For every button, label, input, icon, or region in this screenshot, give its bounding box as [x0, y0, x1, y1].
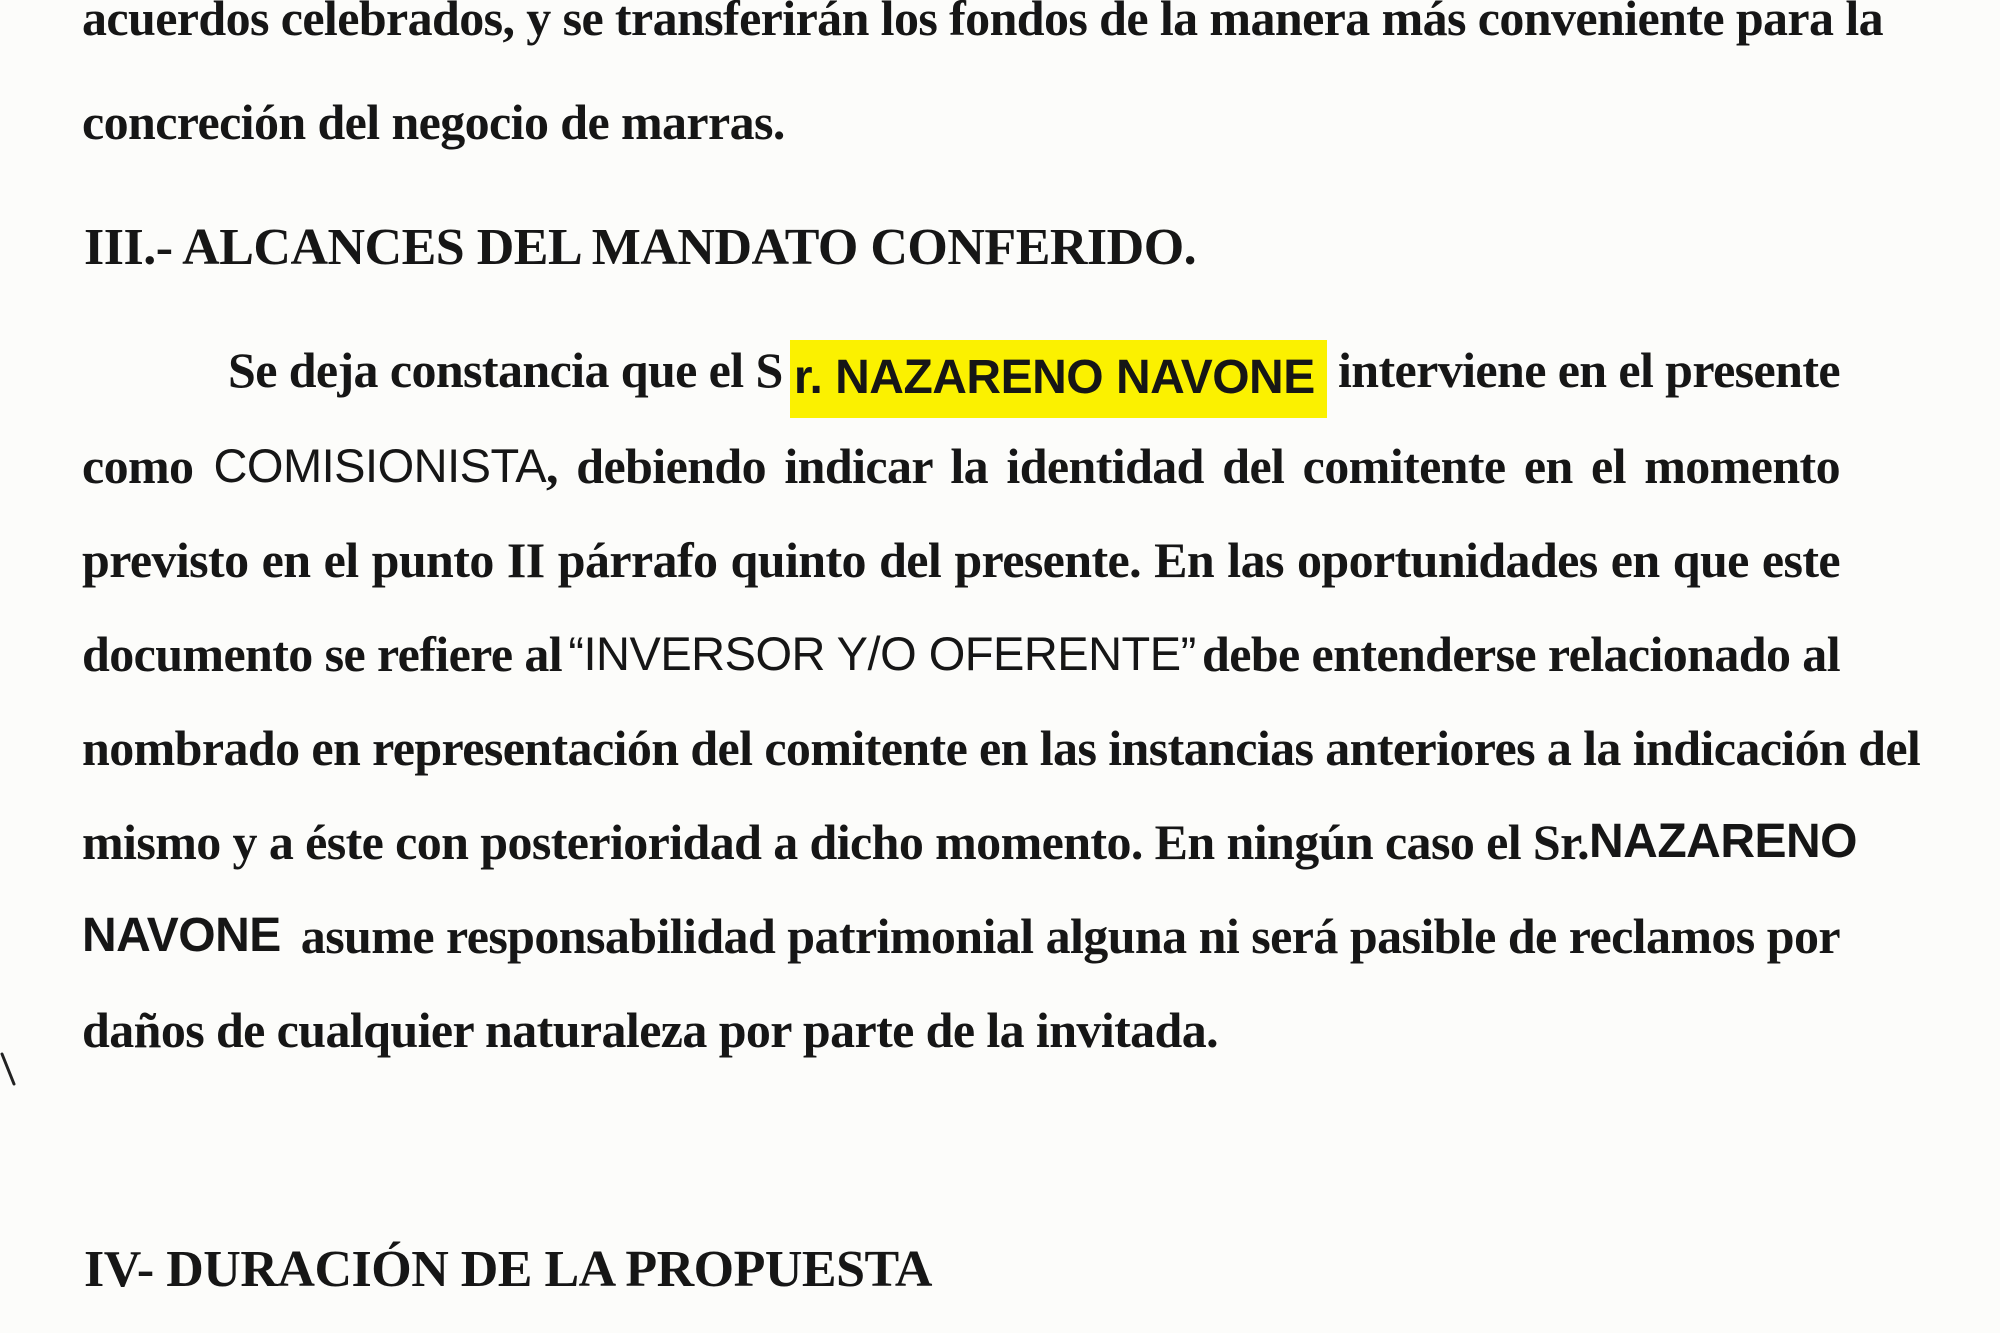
line1-end: interviene en el presente	[1337, 342, 1840, 398]
name-last: NAVONE	[82, 909, 281, 962]
top-line-2: concreción del negocio de marras.	[82, 94, 785, 150]
paragraph-line-1	[228, 340, 1840, 418]
paragraph-line-7	[82, 906, 1840, 966]
paragraph-line-5: nombrado en representación del comitente en las instancias anteriores a la indicación del	[82, 720, 1921, 776]
line2-end: , debiendo indicar la identidad del comitente en el momento	[546, 438, 1840, 494]
line6-start: mismo y a éste con posterioridad a dicho momento. En ningún caso el Sr.	[82, 814, 1590, 870]
paragraph-line-6	[82, 812, 1858, 872]
highlighted-name: r. NAZARENO NAVONE	[790, 340, 1327, 418]
inversor-term: “INVERSOR Y/O OFERENTE”	[568, 627, 1196, 680]
top-line-1: acuerdos celebrados, y se transferirán los fondos de la manera más conveniente para la	[82, 0, 1884, 46]
comisionista-term: COMISIONISTA	[213, 439, 547, 492]
paragraph-line-8: daños de cualquier naturaleza por parte de la invitada.	[82, 1002, 1219, 1058]
paragraph-line-3: previsto en el punto II párrafo quinto del presente. En las oportunidades en que este	[82, 532, 1840, 588]
line1-start: Se deja constancia que el S	[228, 342, 783, 398]
line7-end: asume responsabilidad patrimonial alguna ni será pasible de reclamos por	[300, 908, 1840, 964]
line4-start: documento se refiere al	[82, 626, 563, 682]
paragraph-line-2	[82, 436, 1840, 496]
line4-end: debe entenderse relacionado al	[1202, 626, 1840, 682]
section-iii-heading: III.- ALCANCES DEL MANDATO CONFERIDO.	[84, 219, 1197, 276]
line2-start: como	[82, 438, 194, 494]
name-first: NAZARENO	[1589, 815, 1858, 868]
paragraph-line-4	[82, 624, 1840, 684]
pen-mark-icon	[0, 1050, 20, 1090]
section-iv-heading: IV- DURACIÓN DE LA PROPUESTA	[84, 1241, 932, 1298]
